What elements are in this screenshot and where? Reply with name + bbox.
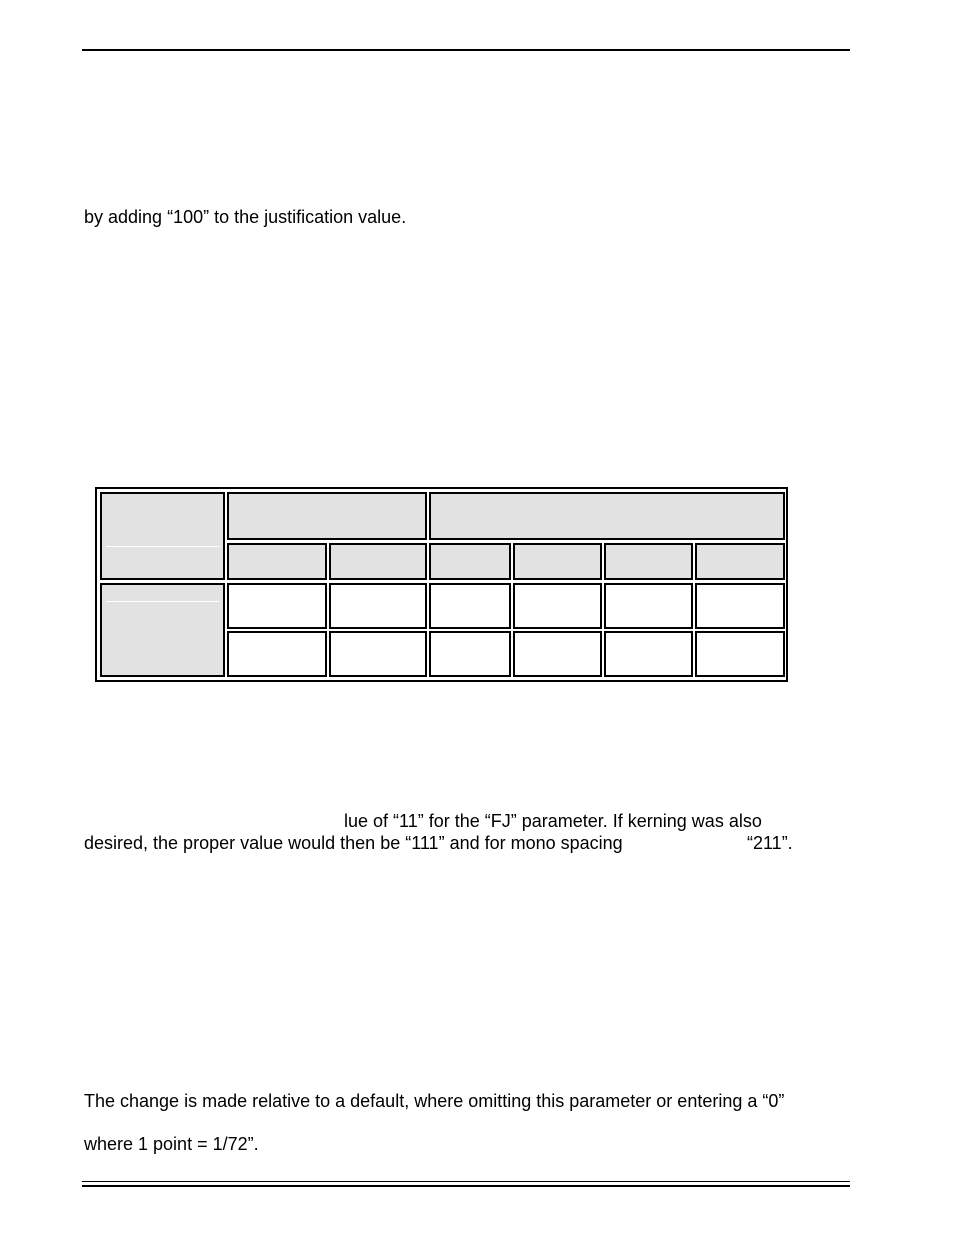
paragraph-kerning: desired, the proper value would then be “111” and for mono spacing: [84, 833, 623, 853]
table-group-header-1: [227, 492, 427, 540]
header-rule: [82, 49, 850, 51]
table-corner-cell: [100, 492, 225, 580]
paragraph-fj-example: lue of “11” for the “FJ” parameter. If kerning was also: [344, 811, 762, 831]
table-cell: [695, 631, 785, 677]
paragraph-justification: by adding “100” to the justification value.: [84, 207, 407, 227]
justification-table: [95, 487, 788, 682]
table-subheader: [429, 543, 511, 580]
table-row-header-cell: [100, 583, 225, 677]
table-group-header-2: [429, 492, 785, 540]
footer-rule: [82, 1185, 850, 1187]
table-cell: [227, 583, 327, 629]
table-cell: [429, 583, 511, 629]
table-subheader: [329, 543, 427, 580]
table-cell: [329, 583, 427, 629]
table-cell: [604, 631, 693, 677]
paragraph-mono-value: “211”.: [747, 833, 793, 853]
table-subheader: [604, 543, 693, 580]
table-cell: [604, 583, 693, 629]
table-cell: [695, 583, 785, 629]
table-cell: [329, 631, 427, 677]
table-cell: [227, 631, 327, 677]
table-cell: [513, 631, 602, 677]
table-subheader: [695, 543, 785, 580]
table-cell: [429, 631, 511, 677]
paragraph-point-definition: where 1 point = 1/72”.: [84, 1134, 259, 1154]
footer-rule: [82, 1181, 850, 1182]
table-subheader: [227, 543, 327, 580]
table-subheader: [513, 543, 602, 580]
table-cell: [513, 583, 602, 629]
paragraph-default-change: The change is made relative to a default, where omitting this parameter or entering a “0”: [84, 1091, 785, 1111]
